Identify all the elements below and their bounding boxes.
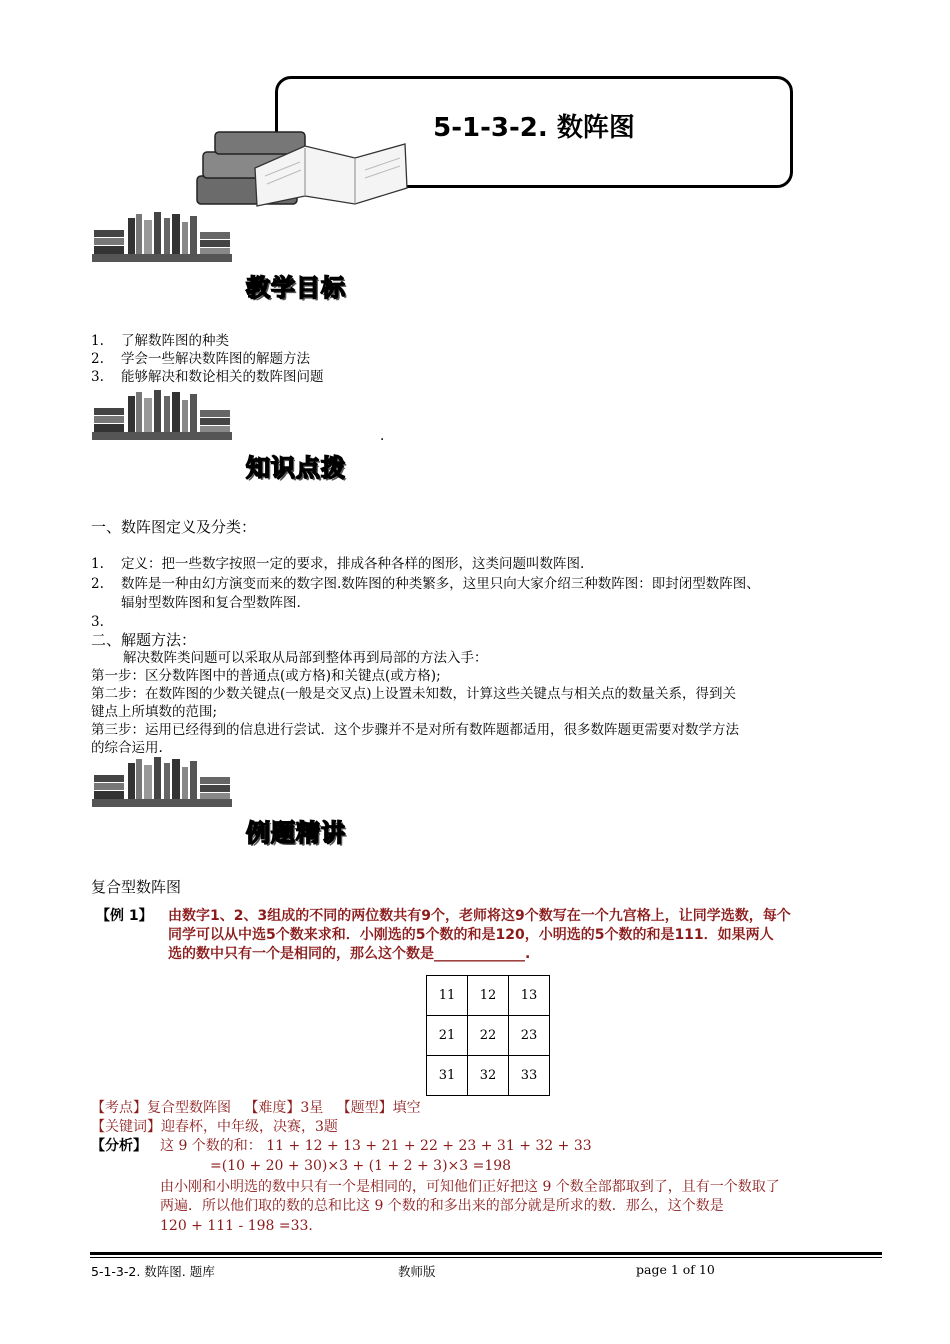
analysis-line-4: 120 + 111 - 198 =33. xyxy=(160,1218,313,1234)
tags-row xyxy=(91,1100,421,1117)
grid-cell: 13 xyxy=(509,976,550,1016)
heading-goals: 教学目标 xyxy=(246,274,346,302)
knowledge-item-1: 1. 定义：把一些数字按照一定的要求，排成各种各样的图形，这类问题叫数阵图. xyxy=(91,556,585,572)
goal-item-2: 2. 学会一些解决数阵图的解题方法 xyxy=(91,351,310,367)
method-line-5: 的综合运用. xyxy=(91,740,163,756)
bookshelf-icon xyxy=(90,210,235,265)
grid-cell: 11 xyxy=(427,976,468,1016)
number-grid xyxy=(426,975,550,1096)
example-question-line-2: 同学可以从中选5个数来求和．小刚选的5个数的和是120，小明选的5个数的和是111．如果两人 xyxy=(168,927,774,943)
footer-center: 教师版 xyxy=(398,1264,436,1279)
knowledge-item-2: 2. 数阵是一种由幻方演变而来的数字图.数阵图的种类繁多，这里只向大家介绍三种数阵图：即封闭型数阵图、 xyxy=(91,576,760,592)
keywords-row xyxy=(91,1119,338,1136)
tag-kd-label: 【考点】 xyxy=(91,1100,147,1116)
keywords-label: 【关键词】 xyxy=(91,1119,161,1135)
method-line-2: 第二步：在数阵图的少数关键点(一般是交叉点)上设置未知数，计算这些关键点与相关点的数量关系，得到关 xyxy=(91,686,737,702)
heading-examples: 例题精讲 xyxy=(246,819,346,847)
analysis-label: 【分析】 xyxy=(91,1138,147,1154)
grid-cell: 31 xyxy=(427,1056,468,1096)
stray-dot: . xyxy=(380,428,385,444)
method-line-4: 第三步：运用已经得到的信息进行尝试．这个步骤并不是对所有数阵题都适用，很多数阵题更需要对数学方法 xyxy=(91,722,739,738)
heading-knowledge: 知识点拨 xyxy=(246,454,346,482)
footer-page-number: page 1 of 10 xyxy=(636,1262,715,1277)
footer-divider xyxy=(90,1252,882,1255)
example-question-line-1: 由数字1、2、3组成的不同的两位数共有9个，老师将这9个数写在一个九宫格上，让同学选数，每个 xyxy=(168,908,791,924)
page-title: 5-1-3-2. 数阵图 xyxy=(433,113,635,143)
bookshelf-icon xyxy=(90,755,235,810)
example-category: 复合型数阵图 xyxy=(91,878,182,896)
footer-left: 5-1-3-2. 数阵图. 题库 xyxy=(91,1264,215,1279)
tag-tx-label: 【题型】 xyxy=(336,1100,393,1116)
analysis-line-1: =(10 + 20 + 30)×3 + (1 + 2 + 3)×3 =198 xyxy=(210,1158,512,1174)
grid-cell: 23 xyxy=(509,1016,550,1056)
knowledge-item-3: 3. xyxy=(91,614,104,630)
grid-cell: 32 xyxy=(468,1056,509,1096)
grid-cell: 33 xyxy=(509,1056,550,1096)
method-line-1: 第一步：区分数阵图中的普通点(或方格)和关键点(或方格); xyxy=(91,668,441,684)
keywords-value: 迎春杯，中年级，决赛，3题 xyxy=(161,1119,338,1135)
tag-kd-value: 复合型数阵图 xyxy=(147,1100,231,1116)
example-label: 【例 1】 xyxy=(96,908,153,924)
footer-divider-thin xyxy=(90,1257,882,1258)
section2-title: 二、解题方法： xyxy=(91,631,197,649)
goal-item-1: 1. 了解数阵图的种类 xyxy=(91,333,229,349)
method-line-3: 键点上所填数的范围; xyxy=(91,704,218,720)
grid-cell: 21 xyxy=(427,1016,468,1056)
knowledge-item-2-cont: 辐射型数阵图和复合型数阵图. xyxy=(121,595,301,611)
section1-title: 一、数阵图定义及分类： xyxy=(91,518,257,536)
tag-nd-label: 【难度】 xyxy=(244,1100,301,1116)
analysis-line-2: 由小刚和小明选的数中只有一个是相同的，可知他们正好把这 9 个数全部都取到了，且有一个数取了 xyxy=(160,1179,780,1195)
example-question-line-3: 选的数中只有一个是相同的，那么这个数是_____________. xyxy=(168,946,531,962)
tag-tx-value: 填空 xyxy=(392,1100,421,1116)
tag-nd-value: 3星 xyxy=(300,1100,324,1116)
method-line-0: 解决数阵类问题可以采取从局部到整体再到局部的方法入手： xyxy=(123,650,488,666)
analysis-line-3: 两遍．所以他们取的数的总和比这 9 个数的和多出来的部分就是所求的数．那么，这个数是 xyxy=(160,1198,724,1214)
bookshelf-icon xyxy=(90,388,235,443)
grid-cell: 12 xyxy=(468,976,509,1016)
analysis-line-0: 这 9 个数的和： 11 + 12 + 13 + 21 + 22 + 23 + 31 + 32 + 33 xyxy=(160,1138,592,1154)
goal-item-3: 3. 能够解决和数论相关的数阵图问题 xyxy=(91,369,324,385)
grid-cell: 22 xyxy=(468,1016,509,1056)
books-illustration-icon xyxy=(195,126,410,208)
